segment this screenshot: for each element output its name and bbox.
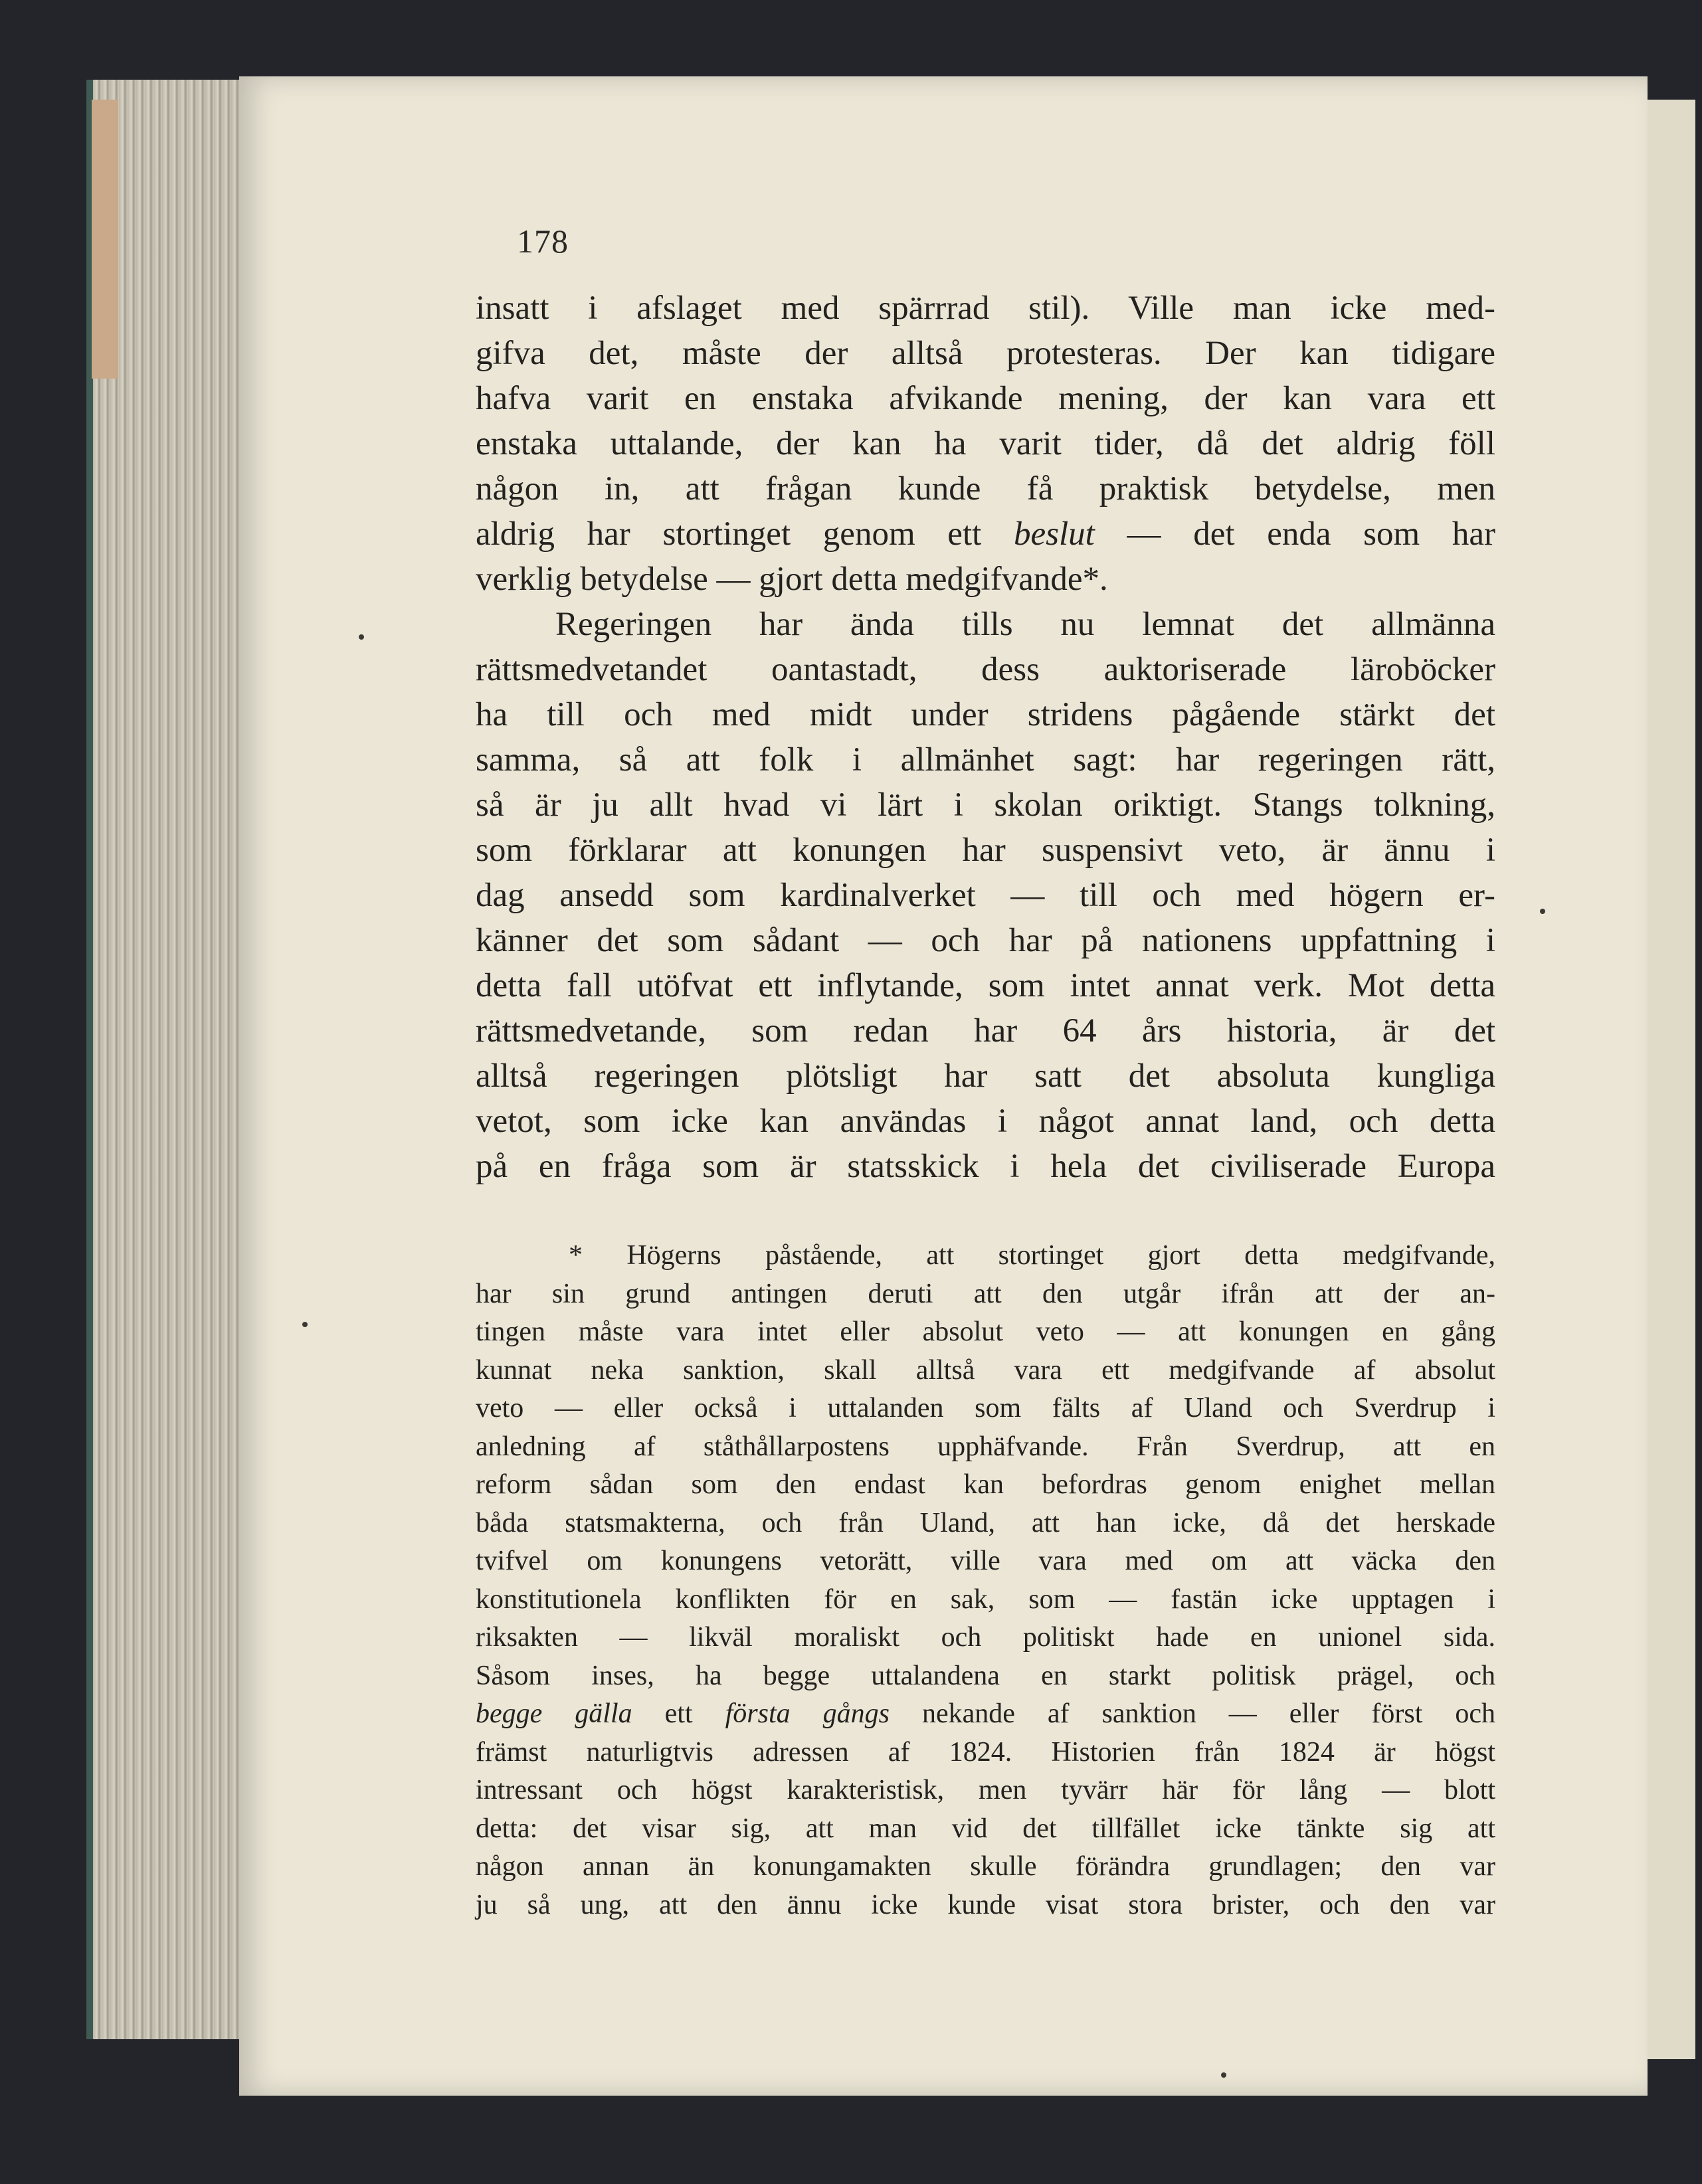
- body-line: rättsmedvetande, som redan har 64 års historia, är det: [476, 1012, 1495, 1049]
- text-run: — det enda som har: [1094, 515, 1495, 553]
- paper-speck: [1540, 909, 1545, 914]
- body-line: verklig betydelse — gjort detta medgifvande*.: [476, 561, 1108, 598]
- text-run: aldrig har stortinget genom ett: [476, 515, 1014, 553]
- footnote-line-with-emphasis: [476, 1695, 1495, 1734]
- body-line: rättsmedvetandet oantastadt, dess auktoriserade läroböcker: [476, 651, 1495, 688]
- footnote-line: konstitutionela konflikten för en sak, som — fastän icke upptagen i: [476, 1584, 1495, 1615]
- body-text: [476, 286, 1495, 1189]
- footnote-line: främst naturligtvis adressen af 1824. Historien från 1824 är högst: [476, 1736, 1495, 1768]
- body-line: så är ju allt hvad vi lärt i skolan oriktigt. Stangs tolkning,: [476, 786, 1495, 824]
- body-line: gifva det, måste der alltså protesteras. Der kan tidigare: [476, 335, 1495, 372]
- adjacent-page-edge: [1645, 100, 1695, 2059]
- text-run: nekande af sanktion — eller först och: [889, 1698, 1496, 1729]
- footnote-line: riksakten — likväl moraliskt och politiskt hade en unionel sida.: [476, 1622, 1495, 1653]
- footnote-line: * Högerns påstående, att stortinget gjort detta medgifvande,: [569, 1240, 1495, 1271]
- footnote-line: kunnat neka sanktion, skall alltså vara ett medgifvande af absolut: [476, 1354, 1495, 1386]
- footnote-line: ju så ung, att den ännu icke kunde visat stora brister, och den var: [476, 1889, 1495, 1920]
- body-line: känner det som sådant — och har på nationens uppfattning i: [476, 922, 1495, 959]
- footnote-block: [476, 1237, 1495, 1924]
- emphasis-forsta-gangs: första gångs: [725, 1698, 890, 1729]
- body-line: dag ansedd som kardinalverket — till och med högern er-: [476, 877, 1495, 914]
- footnote-line: intressant och högst karakteristisk, men tyvärr här för lång — blott: [476, 1775, 1495, 1805]
- footnote-line: veto — eller också i uttalanden som fälts af Uland och Sverdrup i: [476, 1393, 1495, 1423]
- body-line: insatt i afslaget med spärrrad stil). Ville man icke med-: [476, 290, 1495, 327]
- text-run: ett: [632, 1698, 725, 1729]
- body-line: detta fall utöfvat ett inflytande, som intet annat verk. Mot detta: [476, 967, 1495, 1004]
- book-spine-corner: [92, 100, 118, 379]
- body-line: hafva varit en enstaka afvikande mening, der kan vara ett: [476, 380, 1495, 417]
- emphasis-begge-galla: begge gälla: [476, 1698, 632, 1729]
- body-line: alltså regeringen plötsligt har satt det absoluta kungliga: [476, 1057, 1495, 1095]
- body-line: någon in, att frågan kunde få praktisk betydelse, men: [476, 470, 1495, 507]
- page-number: 178: [517, 223, 569, 260]
- body-line: enstaka uttalande, der kan ha varit tider, då det aldrig föll: [476, 425, 1495, 462]
- body-line-with-emphasis: [476, 511, 1495, 557]
- body-line: samma, så att folk i allmänhet sagt: har regeringen rätt,: [476, 741, 1495, 778]
- footnote-line: tvifvel om konungens vetorätt, ville vara med om att väcka den: [476, 1546, 1495, 1576]
- paper-speck: [1221, 2072, 1226, 2078]
- footnote-line: anledning af ståthållarpostens upphäfvande. Från Sverdrup, att en: [476, 1431, 1495, 1462]
- footnote-line: tingen måste vara intet eller absolut veto — att konungen en gång: [476, 1317, 1495, 1347]
- footnote-line: någon annan än konungamakten skulle förändra grundlagen; den var: [476, 1851, 1495, 1882]
- footnote-line: reform sådan som den endast kan befordras genom enighet mellan: [476, 1469, 1495, 1500]
- footnote-line: detta: det visar sig, att man vid det tillfället icke tänkte sig att: [476, 1813, 1495, 1844]
- footnote-line: båda statsmakterna, och från Uland, att han icke, då det herskade: [476, 1507, 1495, 1538]
- body-line: som förklarar att konungen har suspensivt veto, är ännu i: [476, 832, 1495, 869]
- paragraph-start-line: Regeringen har ända tills nu lemnat det allmänna: [555, 606, 1495, 643]
- paper-speck: [302, 1322, 308, 1327]
- emphasis-beslut: beslut: [1013, 515, 1095, 553]
- body-line: på en fråga som är statsskick i hela det civiliserade Europa: [476, 1148, 1495, 1185]
- footnote-line: Såsom inses, ha begge uttalandena en starkt politisk prägel, och: [476, 1660, 1495, 1691]
- paper-speck: [359, 634, 364, 640]
- footnote-line: har sin grund antingen deruti att den utgår ifrån att der an-: [476, 1278, 1495, 1309]
- body-line: ha till och med midt under stridens pågående stärkt det: [476, 696, 1495, 733]
- body-line: vetot, som icke kan användas i något annat land, och detta: [476, 1103, 1495, 1140]
